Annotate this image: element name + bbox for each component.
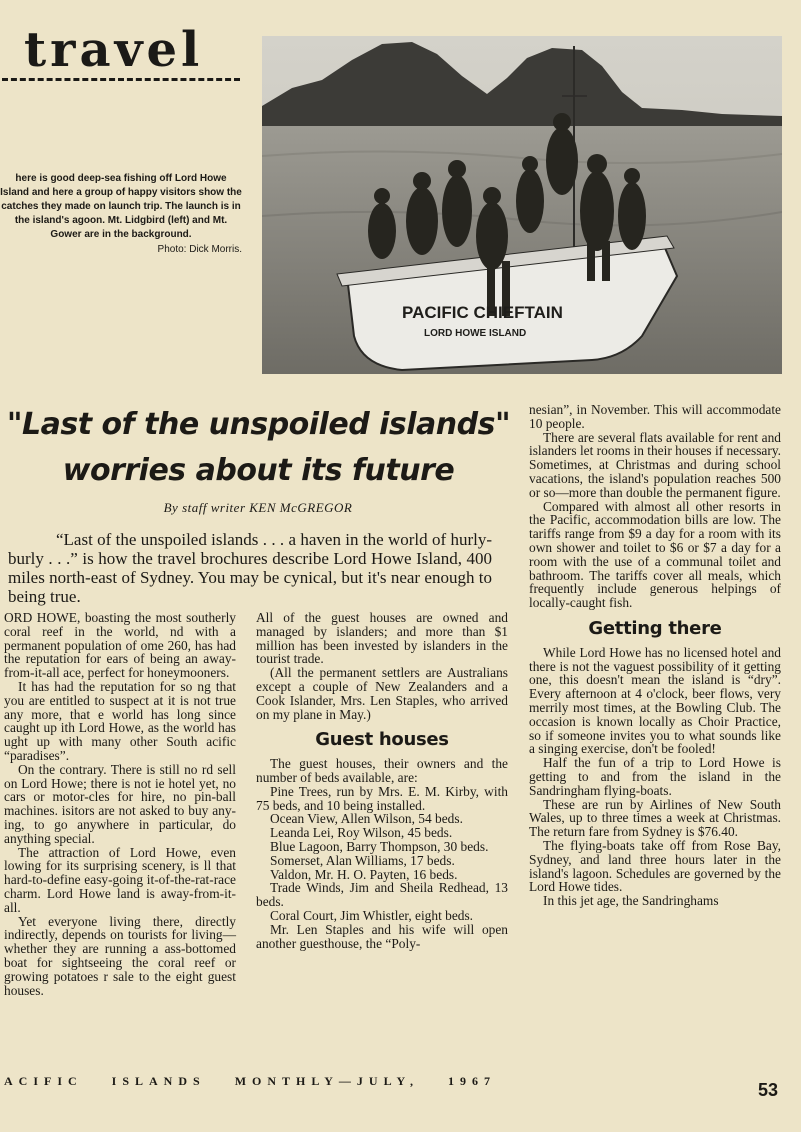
paragraph: (All the permanent settlers are Australians except a couple of New Zealanders and a Cook Islander, Mrs. Len Staples, who arrived on my plane in May.) <box>256 665 508 722</box>
guest-house-entry: Coral Court, Jim Whistler, eight beds. <box>270 907 474 923</box>
paragraph: All of the guest houses are owned and managed by islanders; and more than $1 million has been invested by islanders in the tourist trade. <box>256 610 508 667</box>
paragraph: While Lord Howe has no licensed hotel and there is not the vaguest possibility of it getting one, this doesn't mean the island is “dry”. Every afternoon at 4 o'clock, beer flows, very merrily most times, at the Bowling Club. The occasion is known locally as Choir Practice, so if someone invites you to what sounds like a singing exercise, don't be fooled! <box>529 644 781 757</box>
subheading-guest-houses: Guest houses <box>315 729 449 751</box>
paragraph: Yet everyone living there, directly indirectly, depends on tourists for living—whether they are running a ass-bottomed boat for sightseeing the coral reef or growing potatoes r sale to the eight guest houses. <box>4 913 236 998</box>
paragraph: Compared with almost all other resorts in the Pacific, accommodation bills are low. The tariffs range from $9 a day for a room with its own shower and toilet to $6 or $7 a day for a room with the use of a communal toilet and bathroom. The tariffs cover all meals, which frequently include generous helpings of locally-caught fish. <box>529 498 781 611</box>
paragraph: ORD HOWE, boasting the most southerly coral reef in the world, nd with a permanent population of ome 260, has had the reputation for ears of being an away-from-it-all ace, perfect for honeymooners. <box>4 610 236 681</box>
paragraph: Half the fun of a trip to Lord Howe is getting to and from the island in the Sandringham flying-boats. <box>529 755 781 798</box>
subheading-getting-there: Getting there <box>588 617 722 639</box>
boat-home-text: LORD HOWE ISLAND <box>424 328 527 339</box>
caption-text: here is good deep-sea fishing off Lord Howe Island and here a group of happy visitors show the catches they made on launch trip. The launch is in the island's agoon. Mt. Lidgbird (left) and Mt. Gower are in the background. <box>0 173 242 240</box>
section-title: travel <box>24 22 204 78</box>
paragraph: The attraction of Lord Howe, even lowing for its surprising scenery, is ll that hard-to-define easy-going it-of-the-rat-race charm. Lord Howe land is away-from-it-all. <box>4 844 236 915</box>
page-number: 53 <box>758 1080 779 1100</box>
title-rule <box>2 78 240 81</box>
guest-house-entry: Blue Lagoon, Barry Thompson, 30 beds. <box>270 838 489 854</box>
paragraph: These are run by Airlines of New South Wales, up to three times a week at Christmas. The return fare from Sydney is $76.40. <box>529 796 781 840</box>
photo-caption <box>0 172 242 257</box>
boat-photo <box>262 36 782 374</box>
guest-house-entry: Valdon, Mr. H. O. Payten, 16 beds. <box>270 866 458 882</box>
lead-paragraph: “Last of the unspoiled islands . . . a haven in the world of hurly-burly . . .” is how the travel brochures describe Lord Howe Island, 400 miles north-east of Sydney. You may be cynical, but it's near enough to being true. <box>8 530 492 606</box>
paragraph: There are several flats available for rent and islanders let rooms in their houses if necessary. Sometimes, at Christmas and during school vacations, the island's population reaches 500 or so—more than double the permanent figure. <box>529 429 782 500</box>
boat-photo-illustration <box>262 36 782 374</box>
paragraph: nesian”, in November. This will accommodate 10 people. <box>529 402 781 431</box>
paragraph: It has had the reputation for so ng that you are entitled to suspect at it is not true any more, that e world has long since caught up ith Lord Howe, as the world has ught up with many other South acific “paradises”. <box>4 678 236 763</box>
paragraph: The flying-boats take off from Rose Bay, Sydney, and land three hours later in the island's lagoon. Schedules are governed by the Lord Howe tides. <box>529 837 781 895</box>
guest-house-entry: Trade Winds, Jim and Sheila Redhead, 13 beds. <box>256 880 508 910</box>
paragraph: Mr. Len Staples and his wife will open another guesthouse, the “Poly- <box>256 921 508 951</box>
running-footer: ACIFIC ISLANDS MONTHLY—JULY, 1967 <box>4 1074 497 1088</box>
guest-house-entry: Somerset, Alan Williams, 17 beds. <box>270 852 455 868</box>
article-column-1 <box>4 611 236 997</box>
paragraph: In this jet age, the Sandringhams <box>543 893 719 909</box>
guest-house-entry: Pine Trees, run by Mrs. E. M. Kirby, with 75 beds, and 10 being installed. <box>256 783 508 813</box>
paragraph: The guest houses, their owners and the number of beds available, are: <box>256 756 508 785</box>
guest-house-entry: Leanda Lei, Roy Wilson, 45 beds. <box>270 825 453 841</box>
article-column-2 <box>256 611 508 950</box>
photo-credit: Photo: Dick Morris. <box>157 244 242 255</box>
paragraph: On the contrary. There is still no rd sell on Lord Howe; there is not ie hotel yet, no cars or motor-cles for hire, no pin-ball machines. isitors are not asked to buy any-ing, to go anywhere in particular, do anything special. <box>4 761 236 846</box>
byline: By staff writer KEN McGREGOR <box>163 500 353 515</box>
headline: "Last of the unspoiled islands" worries about its future <box>6 407 511 488</box>
guest-house-entry: Ocean View, Allen Wilson, 54 beds. <box>270 811 463 827</box>
boat-name-text: PACIFIC CHIEFTAIN <box>402 303 563 322</box>
article-column-3 <box>529 403 781 908</box>
